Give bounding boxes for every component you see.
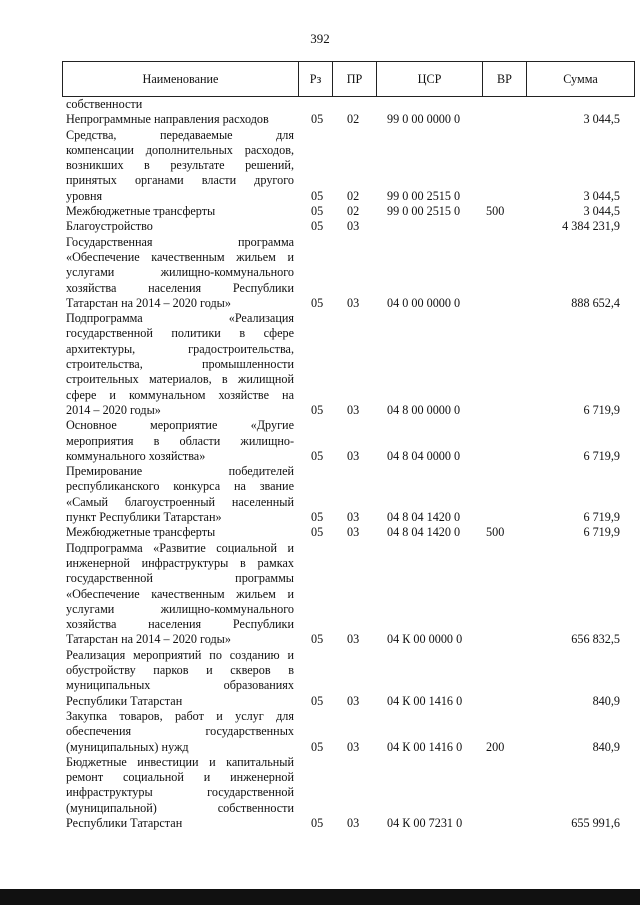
row-pr: 02 [347,112,360,127]
row-name-line: государственной программы [66,571,294,586]
header-sum: Сумма [563,72,598,86]
row-rz: 05 [311,219,324,234]
row-pr: 03 [347,816,360,831]
row-name [66,648,294,709]
row-name-line: Закупка товаров, работ и услуг для [66,708,294,723]
row-name-line: Премирование победителей [66,464,294,479]
row-sum: 840,9 [592,693,620,708]
header-csr: ЦСР [377,62,483,96]
row-sum: 888 652,4 [571,295,620,310]
scan-edge [0,889,640,905]
row-rz: 05 [311,188,324,203]
row-name-line: Межбюджетные трансферты [66,525,216,540]
row-pr: 03 [347,402,360,417]
row-name-line: Государственная программа [66,234,294,249]
table-header [62,61,635,97]
row-pr: 02 [347,188,360,203]
row-name-line: муниципальных образованиях [66,678,294,693]
row-name-line: государственной политики в сфере [66,326,294,341]
row-csr: 04 0 00 0000 0 [387,295,461,310]
row-csr: 04 8 04 0000 0 [387,448,461,463]
row-name [66,219,294,234]
row-csr: 04 К 00 1416 0 [387,739,463,754]
row-name [66,541,294,648]
page-number: 392 [310,31,330,46]
row-rz: 05 [311,295,324,310]
row-name-line: мероприятия в области жилищно- [66,433,294,448]
table-row [0,204,640,219]
row-name [66,755,294,831]
row-name-line: Межбюджетные трансферты [66,204,216,219]
row-name-line: Бюджетные инвестиции и капитальный [66,754,294,769]
row-name-line: ремонт социальной и инженерной [66,770,294,785]
header-rz: Рз [299,62,333,96]
header-vr: ВР [483,62,527,96]
row-sum: 840,9 [592,739,620,754]
row-name [66,311,294,418]
row-name-line: Основное мероприятие «Другие [66,418,294,433]
row-rz: 05 [311,112,324,127]
row-csr: 04 К 00 0000 0 [387,632,463,647]
row-name [66,418,294,464]
row-name-line: компенсации дополнительных расходов, [66,142,294,157]
row-name-line: строительства, промышленности [66,357,294,372]
row-csr: 04 8 04 1420 0 [387,510,461,525]
row-sum: 3 044,5 [583,188,620,203]
table-row [0,525,640,540]
row-name-line: обустройству парков и скверов в [66,663,294,678]
row-name-line: (муниципальной) собственности [66,800,294,815]
row-pr: 03 [347,448,360,463]
row-rz: 05 [311,402,324,417]
row-name-line: «Обеспечение качественным жильем и [66,249,294,264]
row-vr: 500 [486,204,505,219]
table-row [0,311,640,418]
row-name-line: «Обеспечение качественным жильем и [66,586,294,601]
row-name [66,235,294,311]
row-name-line: инженерной инфраструктуры в рамках [66,555,294,570]
row-sum: 656 832,5 [571,632,620,647]
row-csr: 04 К 00 7231 0 [387,816,463,831]
row-rz: 05 [311,693,324,708]
header-name: Наименование [63,62,299,96]
row-name-line: Подпрограмма «Развитие социальной и [66,540,294,555]
row-name-line: Татарстан на 2014 – 2020 годы» [66,632,231,647]
row-rz: 05 [311,816,324,831]
row-name-line: коммунального хозяйства» [66,448,206,463]
row-sum: 6 719,9 [583,448,620,463]
row-name-line: принятых органами власти другого [66,173,294,188]
row-name [66,112,294,127]
table-row [0,97,640,112]
row-name-line: архитектуры, градостроительства, [66,341,294,356]
row-sum: 6 719,9 [583,510,620,525]
row-name-line: собственности [66,97,143,111]
row-name-line: пункт Республики Татарстан» [66,510,222,525]
row-name-line: (муниципальных) нужд [66,739,189,754]
row-csr: 99 0 00 0000 0 [387,112,461,127]
row-name-line: сфере и коммунальном хозяйстве на [66,387,294,402]
row-rz: 05 [311,510,324,525]
row-sum: 6 719,9 [583,525,620,540]
table-row [0,418,640,464]
row-name-line: Средства, передаваемые для [66,127,294,142]
row-pr: 03 [347,525,360,540]
row-pr: 03 [347,295,360,310]
row-vr: 200 [486,739,505,754]
row-name-line: строительных материалов, в жилищной [66,372,294,387]
row-name-line: 2014 – 2020 годы» [66,402,161,417]
row-sum: 4 384 231,9 [562,219,620,234]
row-name [66,97,294,112]
row-name [66,709,294,755]
row-name [66,464,294,525]
row-pr: 03 [347,739,360,754]
row-name-line: республиканского конкурса на звание [66,479,294,494]
row-name-line: Реализация мероприятий по созданию и [66,647,294,662]
row-name-line: возникших в результате решений, [66,158,294,173]
row-name-line: услугами жилищно-коммунального [66,265,294,280]
table-row [0,541,640,648]
row-name [66,128,294,204]
row-pr: 03 [347,510,360,525]
row-csr: 99 0 00 2515 0 [387,188,461,203]
table-row [0,464,640,525]
row-pr: 02 [347,204,360,219]
table-body [0,97,640,831]
row-name-line: уровня [66,188,103,203]
row-name-line: Татарстан на 2014 – 2020 годы» [66,295,231,310]
row-rz: 05 [311,525,324,540]
row-name-line: инфраструктуры государственной [66,785,294,800]
row-name-line: обеспечения государственных [66,724,294,739]
row-pr: 03 [347,632,360,647]
row-name-line: услугами жилищно-коммунального [66,601,294,616]
row-sum: 3 044,5 [583,204,620,219]
row-name [66,204,294,219]
table-row [0,128,640,205]
row-pr: 03 [347,219,360,234]
row-name-line: Республики Татарстан [66,693,183,708]
row-rz: 05 [311,632,324,647]
row-csr: 99 0 00 2515 0 [387,204,461,219]
row-name-line: Республики Татарстан [66,816,183,831]
row-csr: 04 8 00 0000 0 [387,402,461,417]
row-name-line: Подпрограмма «Реализация [66,311,294,326]
table-row [0,648,640,709]
row-name-line: Благоустройство [66,219,153,234]
row-name-line: Непрограммные направления расходов [66,112,269,127]
row-rz: 05 [311,204,324,219]
table-row [0,219,640,234]
table-row [0,112,640,127]
header-pr: ПР [333,62,377,96]
row-sum: 655 991,6 [571,816,620,831]
row-csr: 04 8 04 1420 0 [387,525,461,540]
row-name-line: хозяйства населения Республики [66,280,294,295]
row-rz: 05 [311,739,324,754]
table-row [0,755,640,832]
row-name [66,525,294,540]
row-pr: 03 [347,693,360,708]
row-name-line: «Самый благоустроенный населенный [66,494,294,509]
row-csr: 04 К 00 1416 0 [387,693,463,708]
row-sum: 3 044,5 [583,112,620,127]
row-name-line: хозяйства населения Республики [66,617,294,632]
row-vr: 500 [486,525,505,540]
table-row [0,709,640,755]
row-rz: 05 [311,448,324,463]
row-sum: 6 719,9 [583,402,620,417]
table-row [0,235,640,312]
